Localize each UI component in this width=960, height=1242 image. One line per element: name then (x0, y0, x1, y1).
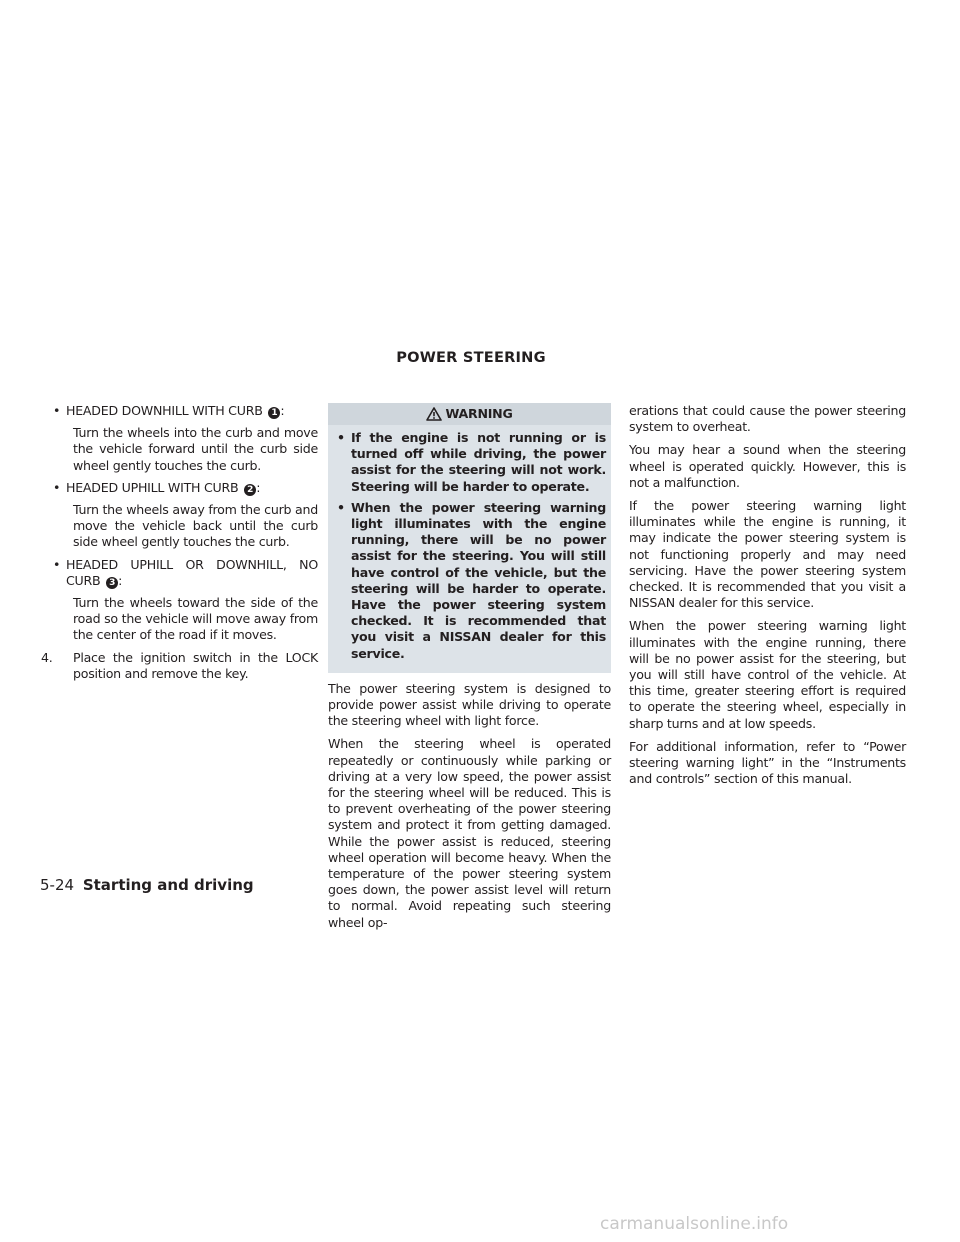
warning-bullet: • When the power steering warning light illuminates with the engine running, there will be no power assist for the steering. You will still have control of the vehicle, but the steering will be harder to operate. Have the power steering system checked. It is recommended that you visit a NISSAN dealer for this service. (337, 499, 606, 661)
warning-header (328, 403, 611, 425)
bullet-label: HEADED UPHILL WITH CURB (66, 479, 239, 495)
bullet-uphill-curb: • HEADED UPHILL WITH CURB 2 : Turn the wheels away from the curb and move the vehicle back until the curb side wheel gently touches the curb. (40, 480, 318, 551)
paragraph: The power steering system is designed to provide power assist while driving to operate the steering wheel with light force. (328, 680, 611, 729)
warning-triangle-icon (426, 407, 442, 421)
section-title: POWER STEERING (396, 349, 546, 366)
paragraph: If the power steering warning light illuminates while the engine is running, it may indicate the power steering system is not functioning properly and may need servicing. Have the power steering system checked. It is recommended that you visit a NISSAN dealer for this service. (629, 498, 906, 611)
callout-number-icon: 2 (244, 484, 256, 496)
column-left (40, 403, 318, 682)
bullet-text: Turn the wheels away from the curb and move the vehicle back until the curb side wheel gently touches the curb. (73, 502, 318, 550)
column-right (629, 403, 906, 794)
bullet-marker: • (53, 479, 61, 495)
bullet-label: HEADED DOWNHILL WITH CURB (66, 403, 263, 418)
paragraph: When the power steering warning light illuminates with the engine running, there will be no power assist for the steering, but you will still have control of the vehicle. At this time, greater steering effort is required to operate the steering wheel, especially in sharp turns and at low speeds. (629, 618, 906, 731)
bullet-label: HEADED UPHILL OR DOWNHILL, NO CURB (66, 556, 318, 588)
bullet-marker: • (53, 403, 61, 418)
watermark: carmanualsonline.info (600, 1214, 789, 1234)
section-name: Starting and driving (82, 876, 254, 894)
paragraph: erations that could cause the power steering system to overheat. (629, 403, 906, 435)
paragraph: For additional information, refer to “Power steering warning light” in the “Instruments and controls” section of this manual. (629, 738, 906, 787)
bullet-text: Turn the wheels toward the side of the road so the vehicle will move away from the center of the road if it moves. (73, 595, 318, 643)
step-number: 4. (41, 649, 53, 665)
column-middle (328, 403, 611, 938)
step-text: Place the ignition switch in the LOCK position and remove the key. (73, 649, 318, 681)
warning-title: WARNING (445, 406, 513, 421)
bullet-downhill-curb: • HEADED DOWNHILL WITH CURB 1 : Turn the wheels into the curb and move the vehicle forward until the curb side wheel gently touches the curb. (40, 403, 318, 474)
bullet-marker: • (53, 556, 61, 572)
paragraph: You may hear a sound when the steering wheel is operated quickly. However, this is not a malfunction. (629, 442, 906, 490)
step-4 (40, 650, 318, 682)
page-number: 5-24 (40, 876, 75, 894)
bullet-no-curb: • HEADED UPHILL OR DOWNHILL, NO CURB 3 : Turn the wheels toward the side of the road so the vehicle will move away from the center of the road if it moves. (40, 557, 318, 644)
paragraph: When the steering wheel is operated repeatedly or continuously while parking or driving at a very low speed, the power assist for the steering wheel will be reduced. This is to prevent overheating of the power steering system and protect it from getting damaged. While the power assist is reduced, steering wheel operation will become heavy. When the temperature of the power steering system goes down, the power assist level will return to normal. Avoid repeating such steering wheel op- (328, 736, 611, 930)
warning-bullet: • If the engine is not running or is turned off while driving, the power assist for the steering will not work. Steering will be harder to operate. (337, 430, 606, 494)
page-footer (40, 876, 254, 894)
callout-number-icon: 1 (268, 407, 280, 419)
bullet-text: Turn the wheels into the curb and move the vehicle forward until the curb side wheel gently touches the curb. (73, 425, 318, 473)
warning-box (328, 403, 611, 673)
callout-number-icon: 3 (106, 577, 118, 589)
